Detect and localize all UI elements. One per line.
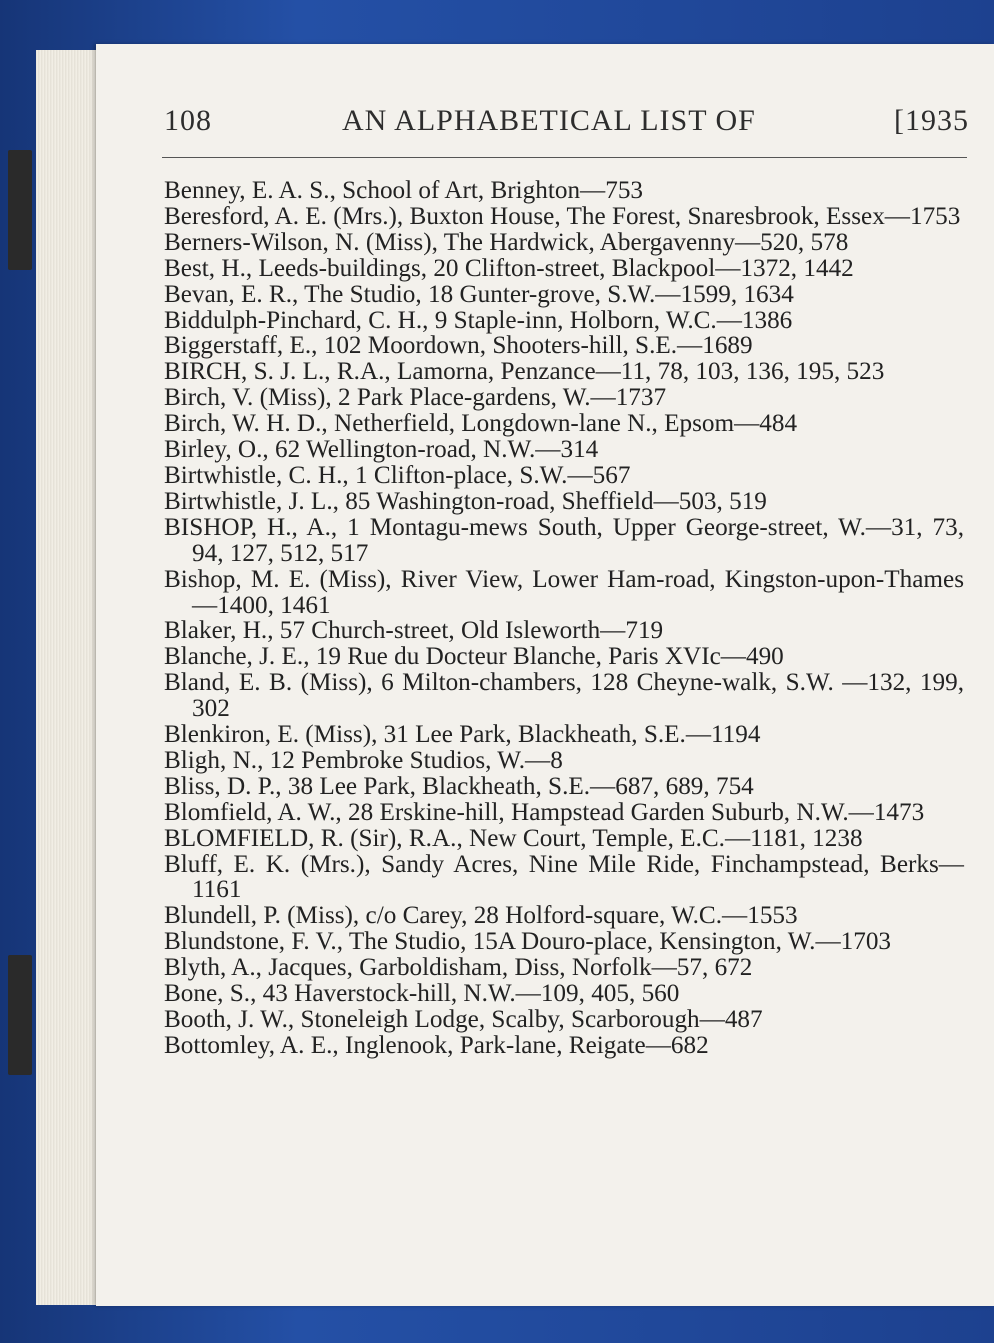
list-entry: Bishop, M. E. (Miss), River View, Lower Ham-road, Kingston-upon-Thames—1400, 1461 bbox=[164, 565, 964, 619]
page-number: 108 bbox=[164, 104, 212, 137]
list-entry: Beresford, A. E. (Mrs.), Buxton House, The Forest, Snaresbrook, Essex—1753 bbox=[164, 202, 961, 230]
list-entry: Berners-Wilson, N. (Miss), The Hardwick, Abergavenny—520, 578 bbox=[164, 228, 849, 256]
list-entry: Booth, J. W., Stoneleigh Lodge, Scalby, Scarborough—487 bbox=[164, 1006, 763, 1033]
list-entry: BLOMFIELD, R. (Sir), R.A., New Court, Temple, E.C.—1181, 1238 bbox=[164, 824, 863, 852]
list-entry: Blyth, A., Jacques, Garboldisham, Diss, Norfolk—57, 672 bbox=[164, 954, 753, 982]
list-entry: BISHOP, H., A., 1 Montagu-mews South, Upper George-street, W.—31, 73, 94, 127, 512, 517 bbox=[164, 513, 964, 567]
list-entry: Blanche, J. E., 19 Rue du Docteur Blanche, Paris XVIc—490 bbox=[164, 643, 784, 671]
header-rule bbox=[162, 157, 967, 158]
list-entry: Biggerstaff, E., 102 Moordown, Shooters-hill, S.E.—1689 bbox=[164, 332, 753, 360]
list-entry: Blundstone, F. V., The Studio, 15A Douro-place, Kensington, W.—1703 bbox=[164, 928, 892, 956]
list-entry: Biddulph-Pinchard, C. H., 9 Staple-inn, Holborn, W.C.—1386 bbox=[164, 306, 793, 334]
binding-tab bbox=[8, 150, 32, 270]
list-entry: Blomfield, A. W., 28 Erskine-hill, Hampstead Garden Suburb, N.W.—1473 bbox=[164, 798, 925, 826]
list-entry: Blundell, P. (Miss), c/o Carey, 28 Holford-square, W.C.—1553 bbox=[164, 902, 798, 930]
entry-list bbox=[164, 178, 964, 1059]
list-entry: Birley, O., 62 Wellington-road, N.W.—314 bbox=[164, 436, 599, 464]
list-entry: Blenkiron, E. (Miss), 31 Lee Park, Blackheath, S.E.—1194 bbox=[164, 721, 761, 749]
list-entry: BIRCH, S. J. L., R.A., Lamorna, Penzance—11, 78, 103, 136, 195, 523 bbox=[164, 358, 885, 386]
header-year: [1935 bbox=[894, 104, 969, 137]
list-entry: Bligh, N., 12 Pembroke Studios, W.—8 bbox=[164, 746, 563, 774]
running-header bbox=[164, 104, 969, 144]
list-entry: Bliss, D. P., 38 Lee Park, Blackheath, S.E.—687, 689, 754 bbox=[164, 772, 754, 800]
binding-tab bbox=[8, 955, 32, 1075]
list-entry: Bone, S., 43 Haverstock-hill, N.W.—109, 405, 560 bbox=[164, 980, 680, 1008]
list-entry: Best, H., Leeds-buildings, 20 Clifton-street, Blackpool—1372, 1442 bbox=[164, 254, 854, 282]
list-entry: Birtwhistle, C. H., 1 Clifton-place, S.W.—567 bbox=[164, 461, 631, 489]
list-entry: Bland, E. B. (Miss), 6 Milton-chambers, 128 Cheyne-walk, S.W. —132, 199, 302 bbox=[164, 669, 964, 723]
list-entry: Bluff, E. K. (Mrs.), Sandy Acres, Nine Mile Ride, Finchampstead, Berks—1161 bbox=[164, 850, 964, 904]
list-entry: Birtwhistle, J. L., 85 Washington-road, Sheffield—503, 519 bbox=[164, 487, 767, 515]
list-entry: Blaker, H., 57 Church-street, Old Isleworth—719 bbox=[164, 617, 664, 645]
list-entry: Birch, W. H. D., Netherfield, Longdown-lane N., Epsom—484 bbox=[164, 410, 798, 438]
list-entry: Birch, V. (Miss), 2 Park Place-gardens, W.—1737 bbox=[164, 384, 667, 412]
list-entry: Bottomley, A. E., Inglenook, Park-lane, Reigate—682 bbox=[164, 1031, 709, 1059]
page-title: AN ALPHABETICAL LIST OF bbox=[342, 104, 756, 137]
list-entry: Benney, E. A. S., School of Art, Brighton—753 bbox=[164, 177, 644, 204]
list-entry: Bevan, E. R., The Studio, 18 Gunter-grove, S.W.—1599, 1634 bbox=[164, 280, 794, 308]
